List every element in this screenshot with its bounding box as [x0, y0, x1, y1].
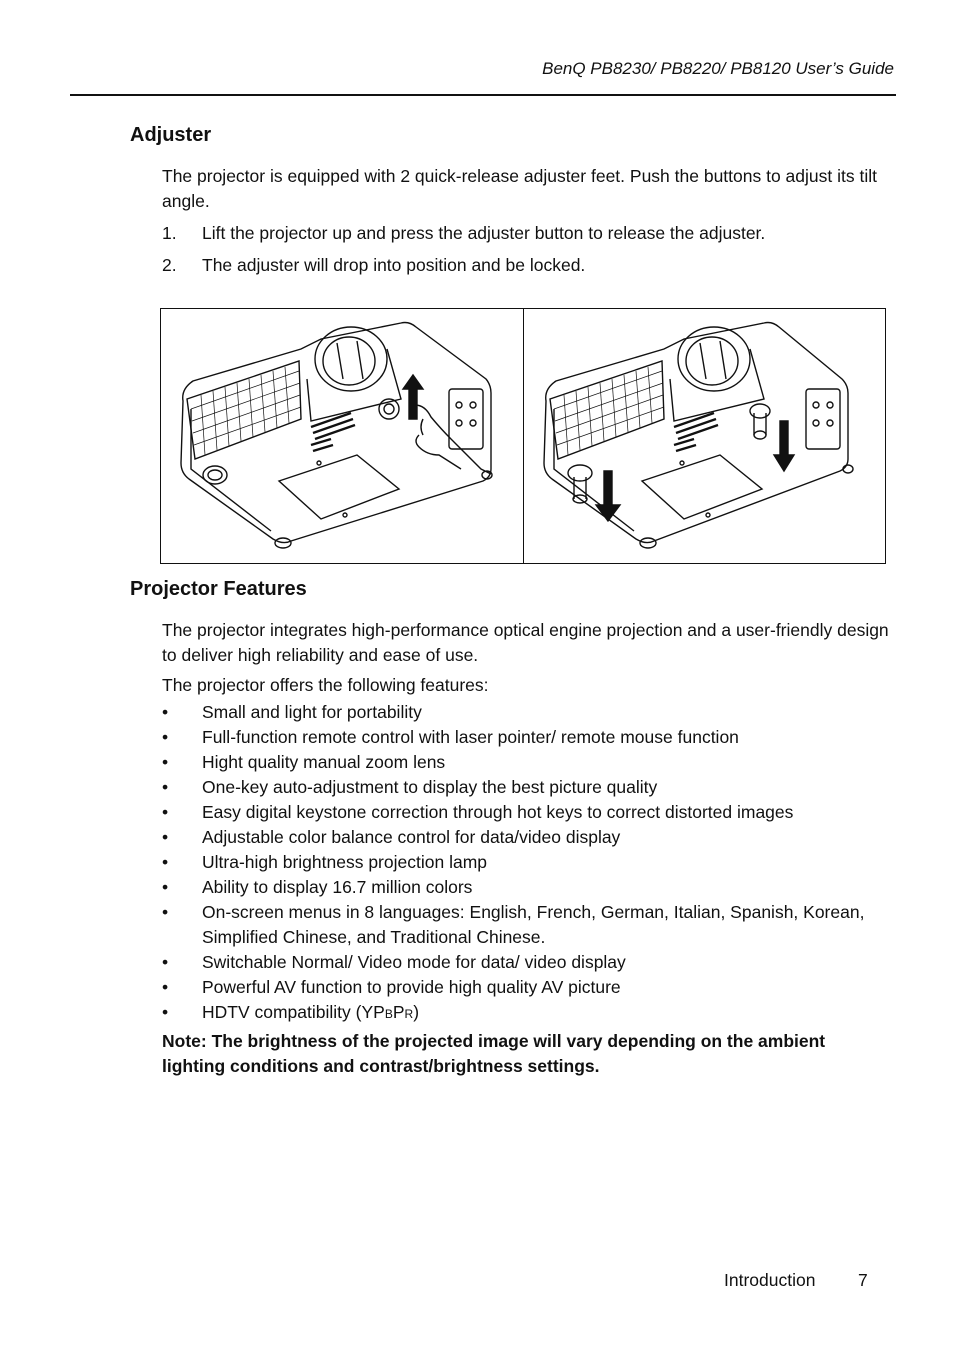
adjuster-intro: The projector is equipped with 2 quick-release adjuster feet. Push the buttons to adjust its tilt angle.	[162, 166, 877, 211]
bullet-marker: •	[162, 827, 169, 847]
list-item-text: One-key auto-adjustment to display the best picture quality	[202, 777, 658, 797]
list-item-text: Powerful AV function to provide high quality AV picture	[202, 977, 621, 997]
list-item	[162, 800, 890, 825]
list-item-text: Ultra-high brightness projection lamp	[202, 852, 487, 872]
list-item-text: Ability to display 16.7 million colors	[202, 877, 473, 897]
header-rule	[70, 94, 896, 96]
list-item-text: Adjustable color balance control for data/video display	[202, 827, 621, 847]
list-item-text: Small and light for portability	[202, 702, 422, 722]
step-text: Lift the projector up and press the adjuster button to release the adjuster.	[202, 223, 766, 243]
bullet-marker: •	[162, 952, 169, 972]
list-item	[162, 775, 890, 800]
brightness-note: Note: The brightness of the projected image will vary depending on the ambient lighting conditions and contrast/brightness settings.	[162, 1031, 826, 1076]
adjuster-figure	[160, 308, 886, 564]
features-heading: Projector Features	[130, 578, 307, 600]
bullet-marker: •	[162, 777, 169, 797]
bullet-marker: •	[162, 852, 169, 872]
bullet-marker: •	[162, 877, 169, 897]
features-list	[162, 700, 890, 1027]
hdtv-sub-r: R	[404, 1007, 414, 1021]
list-item	[162, 850, 890, 875]
header-title: BenQ PB8230/ PB8220/ PB8120 User’s Guide	[542, 59, 894, 78]
bullet-marker: •	[162, 727, 169, 747]
list-item	[162, 725, 890, 750]
list-item-text: Hight quality manual zoom lens	[202, 752, 446, 772]
step-text: The adjuster will drop into position and be locked.	[202, 255, 586, 275]
bullet-marker: •	[162, 977, 169, 997]
list-item-text: Full-function remote control with laser pointer/ remote mouse function	[202, 727, 739, 747]
projector-underside-illustration	[161, 309, 523, 563]
figure-panel-press-button	[161, 309, 523, 563]
list-item	[162, 825, 890, 850]
figure-panel-adjuster-dropped	[524, 309, 886, 563]
hdtv-suffix: )	[413, 1002, 420, 1022]
list-item-hdtv	[162, 1000, 890, 1027]
list-item	[162, 950, 890, 975]
bullet-marker: •	[162, 1002, 169, 1022]
list-item-text: On-screen menus in 8 languages: English, French, German, Italian, Spanish, Korean, Simplified Chinese, and Traditional Chinese.	[202, 902, 865, 947]
projector-adjuster-drop-illustration	[524, 309, 886, 563]
bullet-marker: •	[162, 702, 169, 722]
features-intro: The projector integrates high-performance optical engine projection and a user-friendly design to deliver high reliability and ease of use.	[162, 620, 889, 665]
hdtv-p2: P	[392, 1002, 405, 1022]
hdtv-sub-b: B	[384, 1007, 393, 1021]
step-number: 2.	[162, 255, 177, 275]
list-item	[162, 900, 890, 950]
footer-page-number: 7	[858, 1270, 868, 1290]
hdtv-prefix: HDTV compatibility (Y	[202, 1002, 374, 1022]
list-item	[162, 700, 890, 725]
features-intro-list-lead: The projector offers the following features:	[162, 675, 489, 695]
adjuster-heading: Adjuster	[130, 124, 212, 146]
bullet-marker: •	[162, 752, 169, 772]
list-item	[162, 975, 890, 1000]
list-item-text: Switchable Normal/ Video mode for data/ video display	[202, 952, 626, 972]
footer-section: Introduction	[724, 1270, 816, 1290]
bullet-marker: •	[162, 902, 169, 922]
list-item	[162, 875, 890, 900]
list-item	[162, 750, 890, 775]
list-item-text: Easy digital keystone correction through hot keys to correct distorted images	[202, 802, 794, 822]
bullet-marker: •	[162, 802, 169, 822]
step-number: 1.	[162, 223, 177, 243]
hdtv-p1: P	[373, 1002, 385, 1022]
